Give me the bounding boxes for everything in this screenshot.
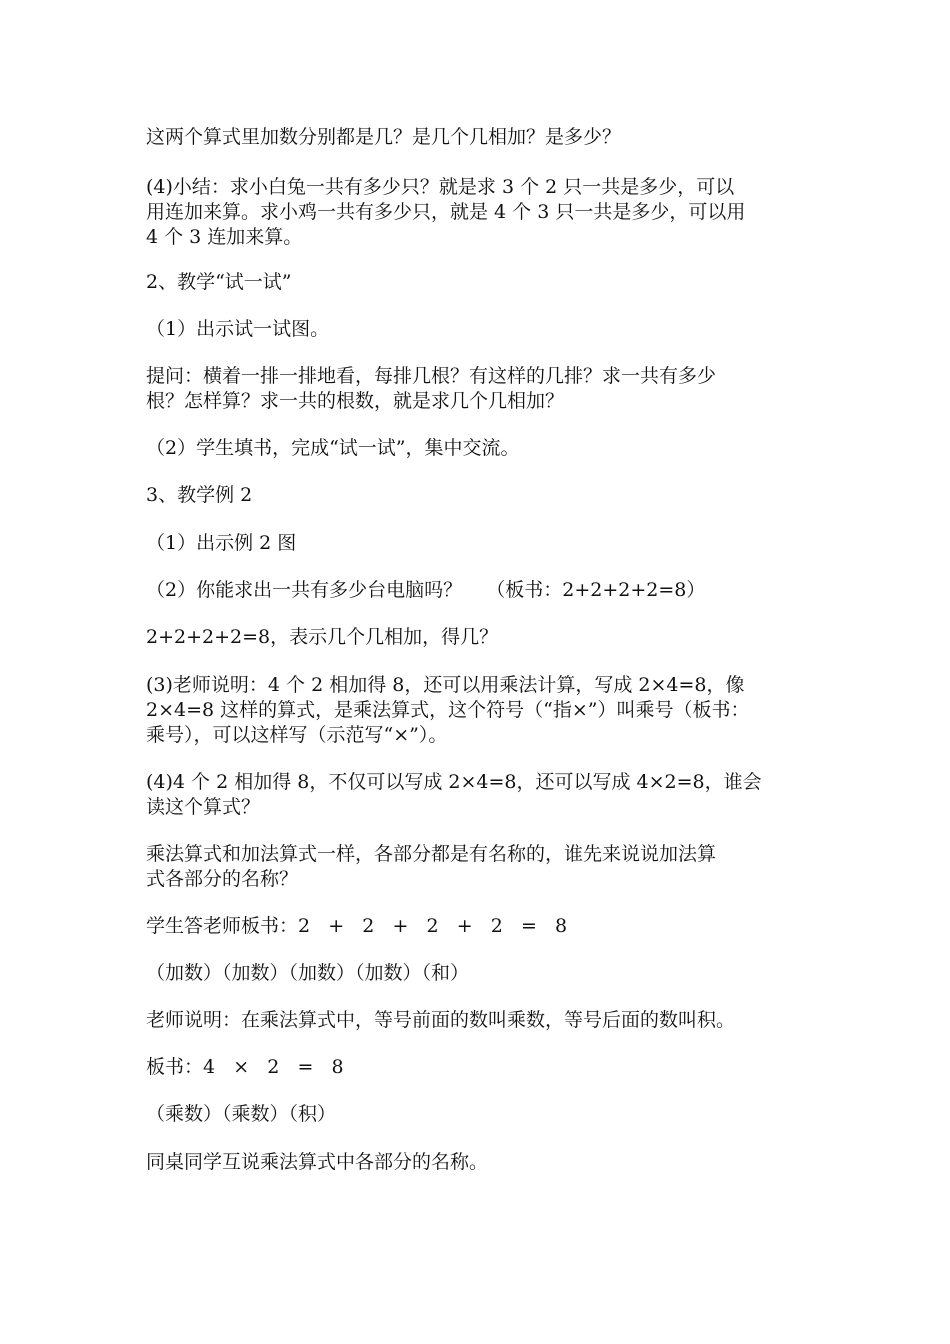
addition-equation-line: 学生答老师板书：2 + 2 + 2 + 2 = 8 bbox=[146, 915, 568, 937]
text-line: 2+2+2+2=8，表示几个几相加，得几？ bbox=[146, 626, 499, 648]
text-line: 2×4=8 这样的算式，是乘法算式，这个符号（“指×”）叫乘号（板书： bbox=[146, 699, 750, 721]
section-heading: 2、教学“试一试” bbox=[146, 271, 292, 293]
text-line: 读这个算式？ bbox=[146, 796, 261, 818]
multiplication-equation-line: 板书：4 × 2 = 8 bbox=[146, 1056, 344, 1078]
text-line: （1）出示试一试图。 bbox=[146, 318, 330, 340]
text-line: （1）出示例 2 图 bbox=[146, 532, 297, 554]
text-line: (3)老师说明：4 个 2 相加得 8，还可以用乘法计算，写成 2×4=8，像 bbox=[146, 674, 745, 696]
text-line: （2）学生填书，完成“试一试”，集中交流。 bbox=[146, 437, 520, 459]
text-line: 根？怎样算？求一共的根数，就是求几个几相加？ bbox=[146, 390, 565, 412]
text-line: 同桌同学互说乘法算式中各部分的名称。 bbox=[146, 1151, 489, 1173]
text-line: （2）你能求出一共有多少台电脑吗？ （板书：2+2+2+2=8） bbox=[146, 579, 706, 601]
section-heading: 3、教学例 2 bbox=[146, 484, 253, 506]
text-line: 用连加来算。求小鸡一共有多少只，就是 4 个 3 只一共是多少，可以用 bbox=[146, 201, 746, 223]
text-line: 这两个算式里加数分别都是几？是几个几相加？是多少？ bbox=[146, 126, 622, 148]
text-line: 老师说明：在乘法算式中，等号前面的数叫乘数，等号后面的数叫积。 bbox=[146, 1009, 736, 1031]
text-line: 式各部分的名称？ bbox=[146, 868, 299, 890]
text-line: 4 个 3 连加来算。 bbox=[146, 226, 303, 248]
multiplication-parts-line: （乘数）（乘数）（积） bbox=[146, 1103, 337, 1125]
text-line: (4)小结：求小白兔一共有多少只？就是求 3 个 2 只一共是多少，可以 bbox=[146, 176, 735, 198]
text-line: (4)4 个 2 相加得 8，不仅可以写成 2×4=8，还可以写成 4×2=8，谁会 bbox=[146, 771, 762, 793]
text-line: 乘号），可以这样写（示范写“×”）。 bbox=[146, 724, 448, 746]
text-line: 提问：横着一排一排地看，每排几根？有这样的几排？求一共有多少 bbox=[146, 365, 717, 387]
text-line: 乘法算式和加法算式一样，各部分都是有名称的，谁先来说说加法算 bbox=[146, 843, 717, 865]
addition-parts-line: （加数）（加数）（加数）（加数）（和） bbox=[146, 962, 470, 984]
